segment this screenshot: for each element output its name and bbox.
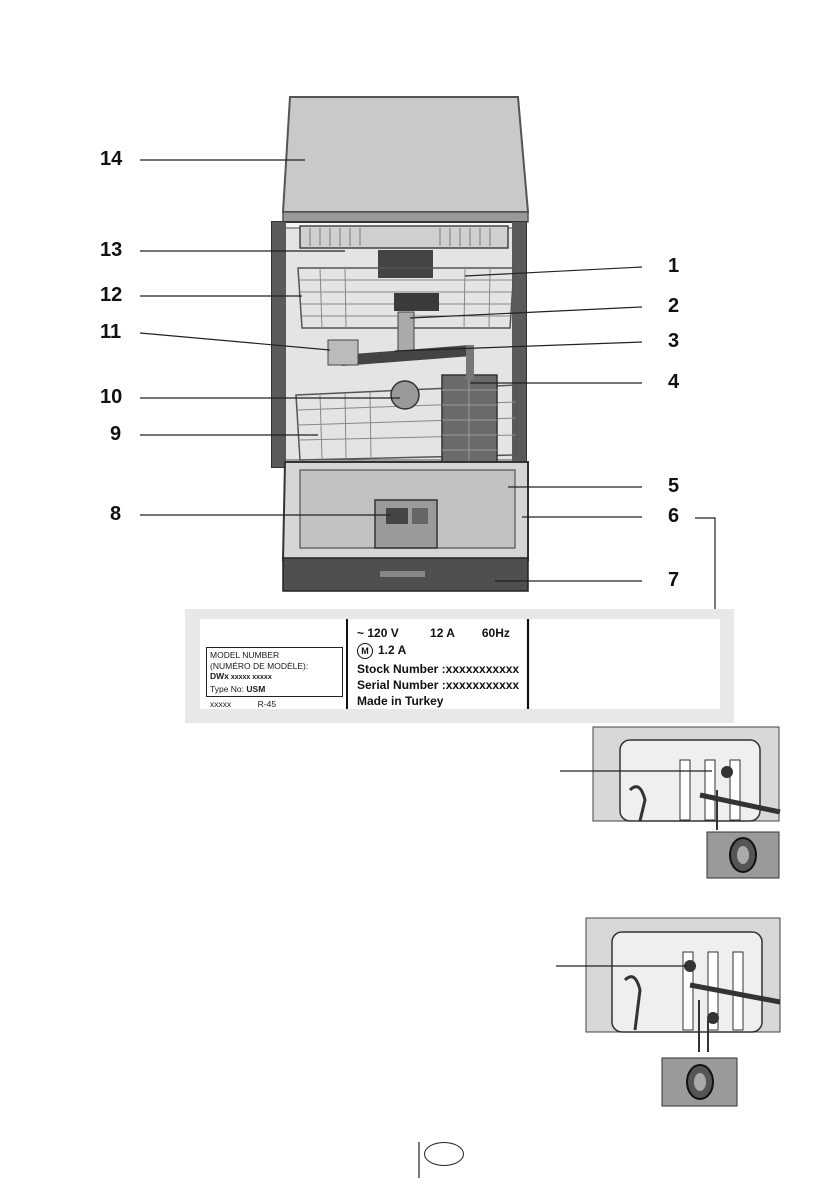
made-in: Made in Turkey — [357, 694, 444, 708]
model-number-box — [206, 647, 343, 697]
callout-4: 4 — [668, 371, 680, 393]
model-suffix: xxxxx xxxxx — [228, 674, 272, 681]
stock-number: Stock Number :xxxxxxxxxxx — [357, 662, 520, 676]
callout-2: 2 — [668, 295, 680, 317]
detergent-dispenser — [375, 500, 437, 548]
model-prefix: DWx — [210, 671, 229, 681]
type-value: USM — [246, 683, 266, 694]
motor-symbol: M — [357, 643, 373, 659]
callout-3: 3 — [668, 330, 680, 352]
rating-label-right — [530, 619, 720, 709]
callout-6: 6 — [668, 505, 680, 527]
door — [283, 462, 528, 560]
callout-7: 7 — [668, 569, 680, 591]
label-location-detail-1 — [560, 727, 780, 878]
callout-5: 5 — [668, 475, 680, 497]
upper-rack — [298, 268, 514, 328]
electrical-ratings — [357, 626, 510, 640]
type-prefix: Type No: — [210, 683, 247, 694]
serial-number: Serial Number :xxxxxxxxxxx — [357, 678, 520, 692]
callout-14: 14 — [100, 148, 123, 170]
label-location-detail-2 — [556, 918, 780, 1106]
voltage: ~ 120 V — [357, 626, 399, 640]
model-number-heading: MODEL NUMBER — [210, 650, 280, 660]
model-footer-ref: R-45 — [257, 699, 277, 709]
frequency: 60Hz — [481, 626, 510, 640]
type-number — [210, 684, 339, 695]
lower-rack — [296, 385, 516, 460]
model-number-heading-fr: (NUMÉRO DE MODÈLE): — [210, 660, 309, 671]
callout-12: 12 — [100, 284, 123, 306]
motor-current: 1.2 A — [378, 643, 407, 658]
page-number-oval — [424, 1142, 464, 1166]
motor-rating — [357, 643, 406, 659]
model-footer-code: xxxxx — [210, 699, 232, 709]
callout-11: 11 — [100, 321, 122, 343]
cutlery-basket — [442, 375, 497, 465]
spray-arm — [340, 345, 472, 366]
callout-1: 1 — [668, 255, 680, 277]
model-number-value — [210, 671, 339, 684]
worktop — [283, 97, 528, 212]
cutlery-tray — [300, 226, 508, 248]
callout-9: 9 — [110, 423, 122, 445]
callout-8: 8 — [110, 503, 122, 525]
door-bottom — [283, 558, 528, 591]
callout-13: 13 — [100, 239, 123, 261]
tub-outer — [272, 222, 526, 467]
label-separator-right — [527, 619, 529, 709]
model-footer — [210, 699, 300, 709]
label-separator-left — [346, 619, 348, 709]
callout-10: 10 — [100, 386, 123, 408]
current: 12 A — [430, 626, 455, 640]
